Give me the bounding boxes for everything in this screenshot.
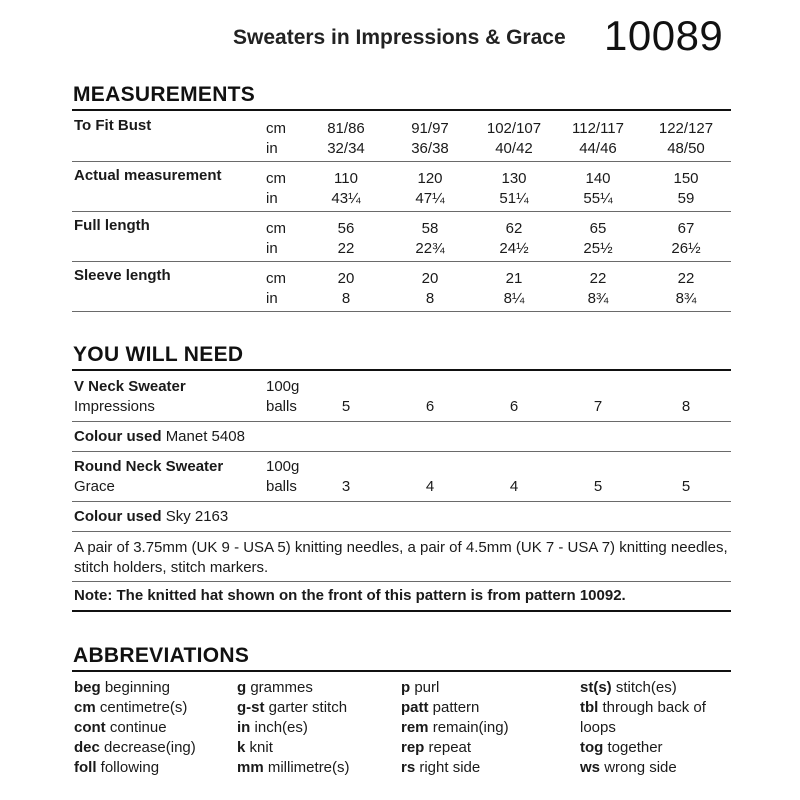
cell-in: 22¾	[415, 240, 445, 257]
abbreviation-term: cm	[74, 699, 96, 716]
abbreviation-term: patt	[401, 699, 429, 716]
abbreviation-item	[74, 758, 159, 778]
cell-in: 48/50	[667, 140, 705, 157]
cell-in: 32/34	[327, 140, 365, 157]
abbreviation-meaning: remain(ing)	[432, 719, 509, 736]
measurements-heading: MEASUREMENTS	[73, 83, 256, 106]
cell-in: 44/46	[579, 140, 617, 157]
cell-cm: 22	[677, 270, 695, 287]
abbreviation-item	[401, 738, 471, 758]
cell-cm: 120	[417, 170, 443, 187]
cell-in: 26½	[671, 240, 701, 257]
cell-cm: 112/117	[572, 120, 624, 137]
abbreviation-meaning: wrong side	[604, 759, 677, 776]
cell-in: 24½	[499, 240, 529, 257]
document-title: Sweaters in Impressions & Grace	[233, 26, 566, 49]
cell-cm: 91/97	[411, 120, 449, 137]
abbreviation-meaning: following	[100, 759, 160, 776]
row-label: Actual measurement	[74, 167, 222, 184]
abbreviation-term: beg	[74, 679, 101, 696]
cell-in: 40/42	[495, 140, 533, 157]
abbreviation-item	[580, 698, 730, 738]
ball-quantity: 7	[593, 398, 603, 415]
cell-in: 8¾	[587, 290, 609, 307]
unit-cm: cm	[266, 120, 286, 137]
heading-rule	[72, 109, 731, 111]
abbreviation-term: dec	[74, 739, 100, 756]
ball-quantity: 4	[425, 478, 435, 495]
abbreviation-item	[237, 738, 273, 758]
pattern-note: Note: The knitted hat shown on the front of this pattern is from pattern 10092.	[74, 587, 626, 604]
abbreviation-term: st(s)	[580, 679, 612, 696]
abbreviation-meaning: pattern	[432, 699, 480, 716]
cell-cm: 140	[585, 170, 611, 187]
section-rule	[72, 610, 731, 612]
unit-cm: cm	[266, 170, 286, 187]
item-unit: balls	[266, 478, 297, 495]
abbreviation-meaning: purl	[414, 679, 440, 696]
abbreviation-item	[401, 698, 479, 718]
cell-cm: 58	[421, 220, 439, 237]
colour-used-v-neck: Colour used Manet 5408	[74, 428, 245, 445]
abbreviation-item	[74, 678, 170, 698]
row-divider	[72, 311, 731, 312]
cell-in: 51¼	[499, 190, 529, 207]
cell-cm: 22	[589, 270, 607, 287]
unit-in: in	[266, 190, 278, 207]
unit-in: in	[266, 290, 278, 307]
cell-cm: 122/127	[658, 120, 714, 137]
abbreviation-item	[401, 718, 509, 738]
item-name-round-neck: Round Neck Sweater	[74, 458, 224, 475]
heading-rule	[72, 670, 731, 672]
cell-in: 8¾	[675, 290, 697, 307]
item-weight: 100g	[266, 378, 300, 395]
cell-cm: 150	[673, 170, 699, 187]
abbreviation-meaning: continue	[109, 719, 167, 736]
abbreviation-meaning: repeat	[428, 739, 472, 756]
cell-in: 8	[425, 290, 435, 307]
item-unit: balls	[266, 398, 297, 415]
item-yarn-v-neck: Impressions	[74, 398, 155, 415]
cell-cm: 20	[337, 270, 355, 287]
row-divider	[72, 421, 731, 422]
cell-in: 8¼	[503, 290, 525, 307]
cell-cm: 110	[334, 170, 358, 187]
item-yarn-round-neck: Grace	[74, 478, 115, 495]
abbreviation-meaning: centimetre(s)	[99, 699, 188, 716]
ball-quantity: 5	[593, 478, 603, 495]
abbreviation-term: rep	[401, 739, 425, 756]
abbreviation-term: tbl	[580, 699, 599, 716]
cell-in: 25½	[583, 240, 613, 257]
cell-in: 59	[677, 190, 695, 207]
ball-quantity: 4	[509, 478, 519, 495]
ball-quantity: 3	[341, 478, 351, 495]
abbreviation-meaning: stitch(es)	[615, 679, 677, 696]
cell-cm: 21	[505, 270, 523, 287]
abbreviation-item	[580, 678, 677, 698]
ball-quantity: 5	[681, 478, 691, 495]
abbreviation-meaning: grammes	[250, 679, 313, 696]
abbreviation-term: in	[237, 719, 251, 736]
row-divider	[72, 501, 731, 502]
abbreviation-meaning: millimetre(s)	[267, 759, 350, 776]
row-divider	[72, 581, 731, 582]
item-weight: 100g	[266, 458, 300, 475]
ball-quantity: 8	[681, 398, 691, 415]
abbreviation-term: ws	[580, 759, 601, 776]
row-divider	[72, 451, 731, 452]
abbreviation-term: tog	[580, 739, 604, 756]
ball-quantity: 6	[509, 398, 519, 415]
colour-used-round-neck: Colour used Sky 2163	[74, 508, 229, 525]
abbreviation-meaning: garter stitch	[268, 699, 348, 716]
abbreviation-term: k	[237, 739, 246, 756]
row-label: To Fit Bust	[74, 117, 152, 134]
item-name-v-neck: V Neck Sweater	[74, 378, 186, 395]
unit-in: in	[266, 240, 278, 257]
abbreviation-item	[580, 758, 677, 778]
abbreviation-term: cont	[74, 719, 106, 736]
abbreviation-term: rem	[401, 719, 429, 736]
cell-in: 36/38	[411, 140, 449, 157]
cell-cm: 67	[677, 220, 695, 237]
ball-quantity: 6	[425, 398, 435, 415]
cell-in: 47¼	[415, 190, 445, 207]
row-divider	[72, 161, 731, 162]
row-divider	[72, 531, 731, 532]
abbreviation-meaning: through back of loops	[580, 699, 706, 736]
cell-cm: 56	[337, 220, 355, 237]
abbreviation-meaning: together	[607, 739, 663, 756]
pattern-number: 10089	[604, 12, 724, 59]
abbreviation-meaning: decrease(ing)	[104, 739, 196, 756]
abbreviation-term: g	[237, 679, 247, 696]
cell-cm: 65	[589, 220, 607, 237]
row-label: Full length	[74, 217, 150, 234]
abbreviation-item	[74, 738, 196, 758]
abbreviation-item	[237, 678, 313, 698]
abbreviation-term: g-st	[237, 699, 265, 716]
heading-rule	[72, 369, 731, 371]
abbreviation-item	[580, 738, 663, 758]
abbreviation-meaning: beginning	[104, 679, 170, 696]
abbreviation-item	[401, 678, 439, 698]
cell-in: 43¼	[331, 190, 361, 207]
abbreviations-heading: ABBREVIATIONS	[73, 644, 250, 667]
you-will-need-heading: YOU WILL NEED	[73, 343, 244, 366]
abbreviation-item	[237, 758, 350, 778]
abbreviation-meaning: right side	[419, 759, 481, 776]
row-divider	[72, 261, 731, 262]
abbreviation-term: foll	[74, 759, 97, 776]
unit-in: in	[266, 140, 278, 157]
abbreviation-item	[74, 718, 167, 738]
row-label: Sleeve length	[74, 267, 171, 284]
cell-cm: 62	[505, 220, 523, 237]
ball-quantity: 5	[341, 398, 351, 415]
cell-in: 8	[341, 290, 351, 307]
cell-cm: 130	[501, 170, 527, 187]
cell-cm: 20	[421, 270, 439, 287]
abbreviation-term: p	[401, 679, 411, 696]
cell-cm: 102/107	[486, 120, 542, 137]
unit-cm: cm	[266, 270, 286, 287]
abbreviation-item	[401, 758, 480, 778]
abbreviation-meaning: knit	[249, 739, 273, 756]
abbreviation-term: rs	[401, 759, 416, 776]
unit-cm: cm	[266, 220, 286, 237]
abbreviation-item	[237, 698, 347, 718]
abbreviation-meaning: inch(es)	[254, 719, 308, 736]
cell-cm: 81/86	[327, 120, 365, 137]
cell-in: 22	[337, 240, 355, 257]
abbreviation-term: mm	[237, 759, 264, 776]
cell-in: 55¼	[583, 190, 613, 207]
abbreviation-item	[237, 718, 308, 738]
abbreviation-item	[74, 698, 187, 718]
needles-and-notions: A pair of 3.75mm (UK 9 - USA 5) knitting needles, a pair of 4.5mm (UK 7 - USA 7) knitting needles, stitch holders, stitch markers.	[74, 539, 728, 576]
row-divider	[72, 211, 731, 212]
